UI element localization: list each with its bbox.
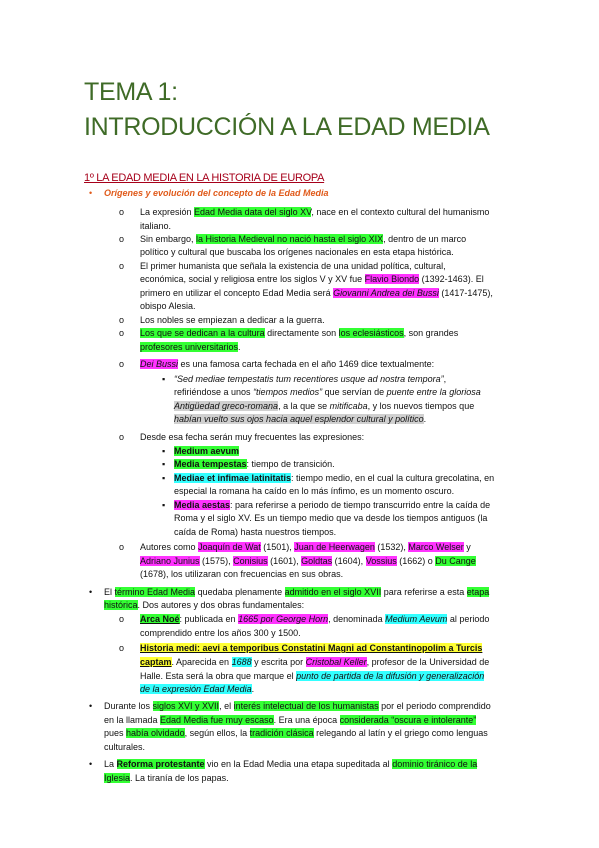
text-line: [140, 656, 489, 668]
square-bullet-icon: ▪: [162, 374, 166, 384]
text-segment: obispo Alesia.: [140, 301, 196, 311]
text-segment: , dentro de un marco: [383, 234, 467, 244]
highlighted-text: Giovanni Andrea dei Bussi: [333, 288, 439, 298]
text-line: [140, 431, 364, 443]
highlighted-text: Joaquín de Wat: [198, 542, 261, 552]
text-segment: , nace en el contexto cultural del humanismo: [311, 207, 490, 217]
text-line: [174, 526, 336, 538]
text-segment: : para referirse a periodo de tiempo transcurrido entre la caída de: [230, 500, 491, 510]
text-segment: El: [104, 587, 115, 597]
text-line: [174, 413, 426, 425]
highlighted-text: siglos XVI y XVII: [152, 701, 220, 711]
circle-bullet-icon: o: [119, 328, 125, 338]
text-segment: comprendido entre los años 300 y 1500.: [140, 628, 301, 638]
highlighted-text: Goldtas: [301, 556, 333, 566]
text-line: [140, 642, 482, 654]
text-segment: : publicada en: [179, 614, 239, 624]
text-segment: Autores como: [140, 542, 199, 552]
text-segment: (1532),: [374, 542, 409, 552]
square-bullet-icon: ▪: [162, 459, 166, 469]
text-line: [140, 260, 446, 272]
text-segment: La: [104, 759, 117, 769]
highlighted-text: Dei Bussi: [140, 359, 179, 369]
text-segment: refiriéndose a unos: [174, 387, 254, 397]
square-bullet-icon: ▪: [162, 446, 166, 456]
text-segment: al periodo: [447, 614, 490, 624]
highlighted-text: interés intelectual de los humanistas: [233, 701, 379, 711]
text-segment: (1417-1475),: [438, 288, 493, 298]
highlighted-text: 1665 por George Horn: [238, 614, 329, 624]
text-segment: (1501),: [260, 542, 295, 552]
text-segment: (1575),: [199, 556, 234, 566]
highlighted-text: Flavio Biondo: [364, 274, 420, 284]
text-line: [140, 568, 343, 580]
text-segment: económica, social y religiosa entre los siglos V y XV fue: [140, 274, 365, 284]
highlighted-text: profesores universitarios: [140, 342, 239, 352]
text-line: [140, 341, 241, 353]
circle-bullet-icon: o: [119, 614, 125, 624]
text-segment: pues: [104, 728, 127, 738]
highlighted-text: Media aestas: [174, 500, 231, 510]
highlighted-text: Vossius: [365, 556, 397, 566]
circle-bullet-icon: o: [119, 542, 125, 552]
text-segment: , a la que se: [278, 401, 330, 411]
text-segment: La expresión: [140, 207, 195, 217]
circle-bullet-icon: o: [119, 207, 125, 217]
text-line: [140, 683, 254, 695]
highlighted-text: Media tempestas: [174, 459, 247, 469]
text-line: [174, 472, 494, 484]
text-segment: político y cultural que buscaba los orígenes nacionales en esta etapa histórica.: [140, 247, 454, 257]
text-segment: especial la romana ha caído en lo más ínfimo, es un momento oscuro.: [174, 486, 455, 496]
text-segment: .: [251, 684, 255, 694]
text-line: [174, 386, 481, 398]
text-segment: (1601),: [267, 556, 302, 566]
section-heading: 1º LA EDAD MEDIA EN LA HISTORIA DE EUROPA: [84, 172, 325, 184]
text-line: [140, 670, 484, 682]
text-segment: directamente son: [264, 328, 339, 338]
text-segment: , y los nuevos tiempos que: [367, 401, 475, 411]
highlighted-text: Historia medi: aevi a temporibus Constatini Magni ad Constantinopolim a Turcis: [140, 643, 483, 653]
text-segment: puente entre la gloriosa: [386, 387, 481, 397]
page-title-line-2: INTRODUCCIÓN A LA EDAD MEDIA: [84, 113, 490, 141]
highlighted-text: tradición clásica: [249, 728, 314, 738]
text-line: [140, 541, 471, 553]
highlighted-text: Conisius: [233, 556, 268, 566]
text-segment: por el periodo comprendido: [378, 701, 491, 711]
text-line: [140, 273, 484, 285]
text-segment: primero en utilizar el concepto Edad Media será: [140, 288, 334, 298]
bullet-icon: •: [89, 587, 93, 597]
text-segment: . Era una época: [273, 715, 340, 725]
text-segment: es una famosa carta fechada en el año 1469 dice textualmente:: [178, 359, 435, 369]
highlighted-text: 1688: [231, 657, 252, 667]
text-line: [174, 458, 335, 470]
highlighted-text: Adriano Junius: [140, 556, 200, 566]
text-segment: Halle. Esta será la obra que marque el: [140, 671, 297, 681]
text-segment: : tiempo de transición.: [246, 459, 335, 469]
highlighted-text: Marco Welser: [408, 542, 464, 552]
text-segment: (1604),: [332, 556, 366, 566]
highlighted-text: Mediae et infimae latinitatis: [174, 473, 292, 483]
text-segment: relegando al latín y el griego como lenguas: [313, 728, 488, 738]
text-segment: caída de Roma) hasta nuestros tiempos.: [174, 527, 337, 537]
text-line: [174, 485, 454, 497]
text-line: [174, 400, 474, 412]
text-segment: . Dos autores y dos obras fundamentales:: [137, 600, 305, 610]
highlighted-text: Medium Aevum: [385, 614, 448, 624]
text-line: [104, 599, 304, 611]
highlighted-text: término Edad Media: [114, 587, 196, 597]
text-segment: (1662) o: [396, 556, 436, 566]
text-line: [140, 627, 301, 639]
text-line: [140, 358, 434, 370]
text-segment: “Sed mediae tempestatis tum recentiores usque ad nostra tempora”: [174, 374, 444, 384]
text-segment: , son grandes: [403, 328, 459, 338]
text-line: [140, 206, 489, 218]
text-segment: : tiempo medio, en el cual la cultura grecolatina, en: [291, 473, 495, 483]
text-line: [174, 373, 446, 385]
highlighted-text: Edad Media fue muy escaso: [160, 715, 274, 725]
text-segment: vio en la Edad Media una etapa supeditada al: [204, 759, 393, 769]
text-segment: mitificaba: [329, 401, 368, 411]
text-segment: y escrita por: [251, 657, 306, 667]
bullet-icon: •: [89, 188, 93, 198]
square-bullet-icon: ▪: [162, 473, 166, 483]
highlighted-text: punto de partida de la difusión y generalización: [296, 671, 485, 681]
text-line: [174, 499, 490, 511]
text-line: [140, 555, 476, 567]
text-segment: .: [238, 342, 241, 352]
text-line: [140, 287, 493, 299]
text-segment: que servían de: [322, 387, 387, 397]
text-segment: El primer humanista que señala la existencia de una unidad política, cultural,: [140, 261, 446, 271]
highlighted-text: Arca Noé: [140, 614, 180, 624]
text-segment: en la llamada: [104, 715, 161, 725]
text-line: [140, 314, 325, 326]
text-segment: y: [463, 542, 471, 552]
highlighted-text: Juan de Heerwagen: [294, 542, 375, 552]
text-line: [104, 700, 491, 712]
text-line: [104, 758, 477, 770]
text-segment: , profesor de la Universidad de: [366, 657, 490, 667]
text-line: [140, 613, 489, 625]
highlighted-text: Edad Media data del siglo XV: [194, 207, 312, 217]
highlighted-text: la Historia Medieval no nació hasta el siglo XIX: [196, 234, 384, 244]
text-segment: . Aparecida en: [171, 657, 232, 667]
text-line: [104, 727, 488, 739]
text-segment: quedaba plenamente: [195, 587, 285, 597]
highlighted-text: Medium aevum: [174, 446, 240, 456]
circle-bullet-icon: o: [119, 643, 125, 653]
circle-bullet-icon: o: [119, 432, 125, 442]
highlighted-text: dominio tiránico de la: [392, 759, 478, 769]
bullet-icon: •: [89, 701, 93, 711]
text-line: [104, 741, 145, 753]
text-line: [140, 220, 171, 232]
text-line: [140, 233, 466, 245]
text-segment: Los nobles se empiezan a dedicar a la guerra.: [140, 315, 325, 325]
highlighted-text: Du Cange: [435, 556, 476, 566]
subsection-title: Orígenes y evolución del concepto de la Edad Media: [104, 188, 329, 198]
highlighted-text: Iglesia: [104, 773, 131, 783]
circle-bullet-icon: o: [119, 234, 125, 244]
text-segment: Desde esa fecha serán muy frecuentes las expresiones:: [140, 432, 365, 442]
text-segment: .: [423, 414, 427, 424]
circle-bullet-icon: o: [119, 315, 125, 325]
text-segment: Roma y el siglo XV. Es un tiempo medio que va desde los tiempos antiguos (la: [174, 513, 488, 523]
text-segment: italiano.: [140, 221, 172, 231]
highlighted-text: de la expresión Edad Media: [140, 684, 252, 694]
text-line: [104, 586, 489, 598]
text-segment: Sin embargo,: [140, 234, 197, 244]
text-segment: para referirse a esta: [381, 587, 467, 597]
text-line: [104, 772, 229, 784]
highlighted-text: había olvidado: [126, 728, 185, 738]
text-segment: (1678), los utilizaran con frecuencias en sus obras.: [140, 569, 344, 579]
text-segment: , denominada: [328, 614, 386, 624]
highlighted-text: captam: [140, 657, 172, 667]
text-segment: ,: [443, 374, 447, 384]
text-line: [174, 512, 487, 524]
highlighted-text: habían vuelto sus ojos hacia aquel esplendor cultural y político: [174, 414, 424, 424]
text-segment: (1392-1463). El: [419, 274, 484, 284]
text-segment: , según ellos, la: [184, 728, 250, 738]
highlighted-text: histórica: [104, 600, 138, 610]
circle-bullet-icon: o: [119, 261, 125, 271]
highlighted-text: Los que se dedican a la cultura: [140, 328, 265, 338]
page-title-line-1: TEMA 1:: [84, 78, 178, 106]
square-bullet-icon: ▪: [162, 500, 166, 510]
highlighted-text: etapa: [466, 587, 490, 597]
text-line: [104, 714, 476, 726]
highlighted-text: Cristobal Keller: [305, 657, 367, 667]
text-line: [174, 445, 239, 457]
bullet-icon: •: [89, 759, 93, 769]
text-line: [140, 300, 196, 312]
text-segment: , el: [219, 701, 234, 711]
highlighted-text: Reforma protestante: [116, 759, 205, 769]
highlighted-text: Antigüedad greco-romana: [174, 401, 279, 411]
text-segment: . La tiranía de los papas.: [130, 773, 229, 783]
text-line: [140, 246, 454, 258]
text-line: [140, 327, 458, 339]
highlighted-text: considerada “oscura e intolerante”: [339, 715, 477, 725]
text-segment: culturales.: [104, 742, 146, 752]
circle-bullet-icon: o: [119, 359, 125, 369]
highlighted-text: admitido en el siglo XVII: [284, 587, 382, 597]
text-segment: Durante los: [104, 701, 153, 711]
highlighted-text: los eclesiásticos: [338, 328, 404, 338]
text-segment: “tiempos medios”: [253, 387, 323, 397]
